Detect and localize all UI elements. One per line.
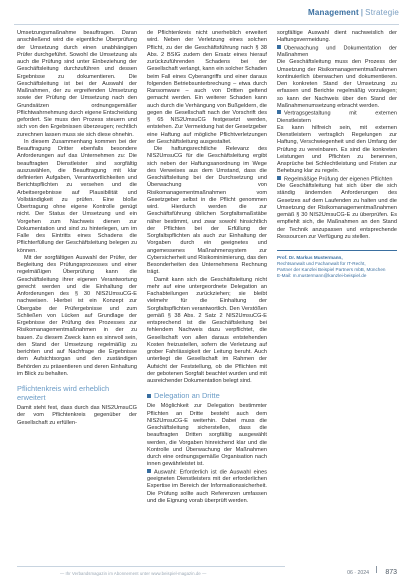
square-bullet-icon [277,110,281,114]
list-item [147,469,267,506]
square-bullet-icon [147,469,151,473]
paragraph: Mit der sorgfältigen Auswahl der Prüfer, der Begleitung des Prüfungsprozesses und einer regelmäßigen Überprüfung kann die Geschäftsleitung ihrer eigenen Verantwortung gerecht werden und die Einhaltung der Anforderungen des § 30 NIS2UmsuCG-E nachweisen. Hierbei ist ein Konzept zur Übergabe der Prüfergebnisse und zum Schließen von Lücken auf Grundlage der Ergebnisse der Prüfung des Prozesses zur Risikomanagementmaßnahmen in der zu bauen. Zu diesem Zweck kann es sinnvoll sein, den Stand der Umsetzung regelmäßig zu berichten und auf Nachfrage die Ergebnisse dem Aufsichtsorgan und den zuständigen Behörden zu präsentieren und deren Einhaltung im Blick zu behalten. [17,254,137,377]
subsection-label: Strategie [365,8,399,17]
footer-divider [17,566,285,567]
author-email[interactable]: E-Mail: m.mustermann@kanzlei-beispiel.de [277,272,367,278]
paragraph: Die Geschäftsleitung hat sich über die sich ständig ändernden Anforderungen des Gesetzes auf dem Laufenden zu halten und die Umsetzung der Risikomanagementmaßnahmen gemäß § 30 NIS2UmsuCG-E zu überprüfen. Es empfiehlt sich, die Maßnahmen an den Stand der Technik anzupassen und entsprechende Ressourcen zur Verfügung zu stellen. [277,183,397,240]
paragraph: Die haftungsrechtliche Relevanz des NIS2UmsuCG für die Geschäftsleitung ergibt sich neben der Haftungsanordnung im Wege des Verweises aus dem Umstand, dass die Geschäftsleitung bei der Durchsetzung und Überwachung von Risikomanagementmaßnahmen vom Gesetzgeber selbst in die Pflicht genommen wird. Hierdurch werden die zur Geschäftsführung üblichen Sorgfaltsmaßstäbe näher bestimmt, und zwar sowohl hinsichtlich der Pflichten bei der Erfüllung der Sorgfaltspflichten als auch zur Einhaltung der Vorgaben durch ein geeignetes und angemessenes Maßnahmensystem zur Cybersicherheit und Risikominimierung, das den Besonderheiten des Unternehmens Rechnung trägt. [147,146,267,276]
list-item-text: Auswahl: Erforderlich ist die Auswahl eines geeigneten Dienstleisters mit der erforderlichen Expertise im Bereich der Informationssicherheit. Die Prüfung sollte auch Referenzen umfassen und die Eignung vorab überprüft werden. [147,468,267,504]
author-role: Rechtsanwalt und Fachanwalt für IT-Recht, [277,260,366,266]
page-number-divider [376,566,377,573]
paragraph: Die Möglichkeit zur Delegation bestimmter Pflichten an Dritte besteht auch dem NIS2UmsuCG-E weiterhin. Dabei muss die Geschäftsleitung sicherstellen, dass die beauftragten Dritten sorgfältig ausgewählt werden, die Vorgaben hinreichend klar und die Kontrolle und Überwachung der Maßnahmen durch eine ordnungsgemäße Organisation nach innen gewährleistet ist. [147,403,267,468]
paragraph: de Pflichtenkreis nicht unerheblich erweitert wird. Neben der Verletzung eines solchen Pflicht, zu der die Geschäftsführung nach § 38 Abs. 2 BSIG zudem den Ersatz eines hierauf zurückzuführenden Schadens bei der Gesellschaft verlangt, kann ein solcher Schaden beim Fall eines Cyberangriffs und einer daraus folgenden Betriebsunterbrechung – etwa durch Ransomware – auch von Dritten geltend gemacht werden. Ein weiterer Schaden kann auch durch die Verhängung von Bußgeldern, die gegen die Gesellschaft nach der Vorschrift des § 65 NIS2UmsuCG festgesetzt werden, entstehen. Zur Vermeidung hat der Gesetzgeber eine Haftung auf mögliche Pflichtverletzungen der Geschäftsleitung ausgestaltet. [147,30,267,145]
section-separator: | [360,8,364,17]
list-item-text: Vertragsgestaltung mit externen Dienstleistern [277,110,397,124]
section-header [308,8,399,17]
paragraph: In diesem Zusammenhang kommen bei der Beauftragung Dritter ebenfalls besondere Anforderungen auf das Unternehmen zu: Die beauftragten Dienstleister sind sorgfältig auszuwählen, die Beauftragung mit klar definierten Aufgaben, Verantwortlichkeiten und Berichtspflichten zu versehen und die Arbeitsergebnisse auf Plausibilität und Vollständigkeit zu prüfen. Eine bloße Übertragung ohne eigene Kontrolle genügt nicht. Der Status der Umsetzung und ein Vorgehen zum Nachweis dienen zur Dokumentation und sind zu hinterlegen, um im Falle des Eintritts eines Schadens die Pflichterfüllung der Geschäftsleitung belegen zu können. [17,138,137,254]
paragraph: Die Geschäftsleitung muss den Prozess der Umsetzung der Risikomanagementmaßnahmen kontinuierlich überwachen und dokumentieren. Den konkreten Stand der Umsetzung zu erfassen und Berichte regelmäßig vorzulegen; so kann der Nachweis über den Stand der Maßnahmenumsetzung erbracht werden. [277,59,397,109]
author-name: Prof. Dr. Markus Mustermann, [277,255,343,261]
paragraph: Damit kann sich die Geschäftsleitung nicht mehr auf eine untergeordnete Delegation an Fachabteilungen zurückziehen; sie bleibt vielmehr für die Einhaltung der Sorgfaltspflichten verantwortlich. Den Verstößen gemäß § 38 Abs. 2 Satz 2 NIS2UmsuCG-E entsprechend ist die Geschäftsleitung bei fehlendem Nachweis dazu verpflichtet, die Gesellschaft von allen daraus entstehenden Kosten freizustellen, sofern die Verletzung auf grober Fahrlässigkeit der Leitung beruht. Auch unterliegt die Gesellschaft im Rahmen der Aufsicht der Feststellung, ob die Pflichten mit der gebotenen Sorgfalt beachtet wurden und mit ausreichender Dokumentation belegt sind. [147,276,267,384]
author-info-box [277,250,397,278]
text-column-2 [147,30,267,505]
page-number: 873 [385,569,397,576]
square-bullet-icon [147,394,151,398]
footer-note: — Ihr Verbandsmagazin im Abonnement unter www.beispiel-magazin.de — [60,571,207,576]
list-item-text: Regelmäßige Prüfung der eigenen Pflichten [284,175,393,182]
paragraph: Damit steht fest, dass durch das NIS2UmsuCG der vom Pflichtenkreis gegenüber der Gesellschaft zu erfüllen- [17,405,137,426]
section-label: Management [307,8,359,17]
list-item-text: Überwachung und Dokumentation der Maßnahmen [277,44,397,59]
subheading [147,391,267,400]
list-item [277,176,397,184]
text-column-1 [17,30,137,427]
issue-label: 06 · 2024 [347,570,369,576]
paragraph: sorgfältige Auswahl dient nachweislich der Haftungsvermeidung. [277,30,397,44]
square-bullet-icon [277,45,281,49]
list-item [277,45,397,60]
text-column-3 [277,30,397,278]
list-item [277,110,397,125]
author-firm: Partner der Kanzlei Beispiel Partners mbB, München [277,266,386,272]
subheading-text: Delegation an Dritte [154,391,220,401]
square-bullet-icon [277,176,281,180]
paragraph: Umsetzungsmaßnahme beauftragen. Daran anschließend wird die eigentliche Überprüfung der Umsetzung durch einen unabhängigen Prüfer durchgeführt. Sowohl die Umsetzung als auch die Prüfung sind unter Einbeziehung der Geschäftsleitung durchzuführen und dessen Ergebnisse zu dokumentieren. Die Geschäftsleitung ist bei der Auswahl der Maßnahmen, der zu ergreifenden Umsetzung sowie der Prüfung der Umsetzung nach den Grundsätzen ordnungsgemäßer Pflichtwahrnehmung durch eigene Entscheidung gefordert. Sie muss den Prozess steuern und sich von den Ergebnissen überzeugen; rechtlich zurechnen lassen muss sie sich diese ohnehin. [17,30,137,138]
paragraph: Es kann hilfreich sein, mit externen Dienstleistern vertraglich Regelungen zur Haftung, Verschwiegenheit und den Umfang der Prüfung zu vereinbaren. Es sind die konkreten Leistungen und Pflichten zu benennen, Ansprüche bei Schlechtleistung und Fristen zur Behebung klar zu regeln. [277,124,397,175]
header-divider [14,24,399,25]
subheading: Pflichtenkreis wird erheblich erweitert [17,384,110,402]
